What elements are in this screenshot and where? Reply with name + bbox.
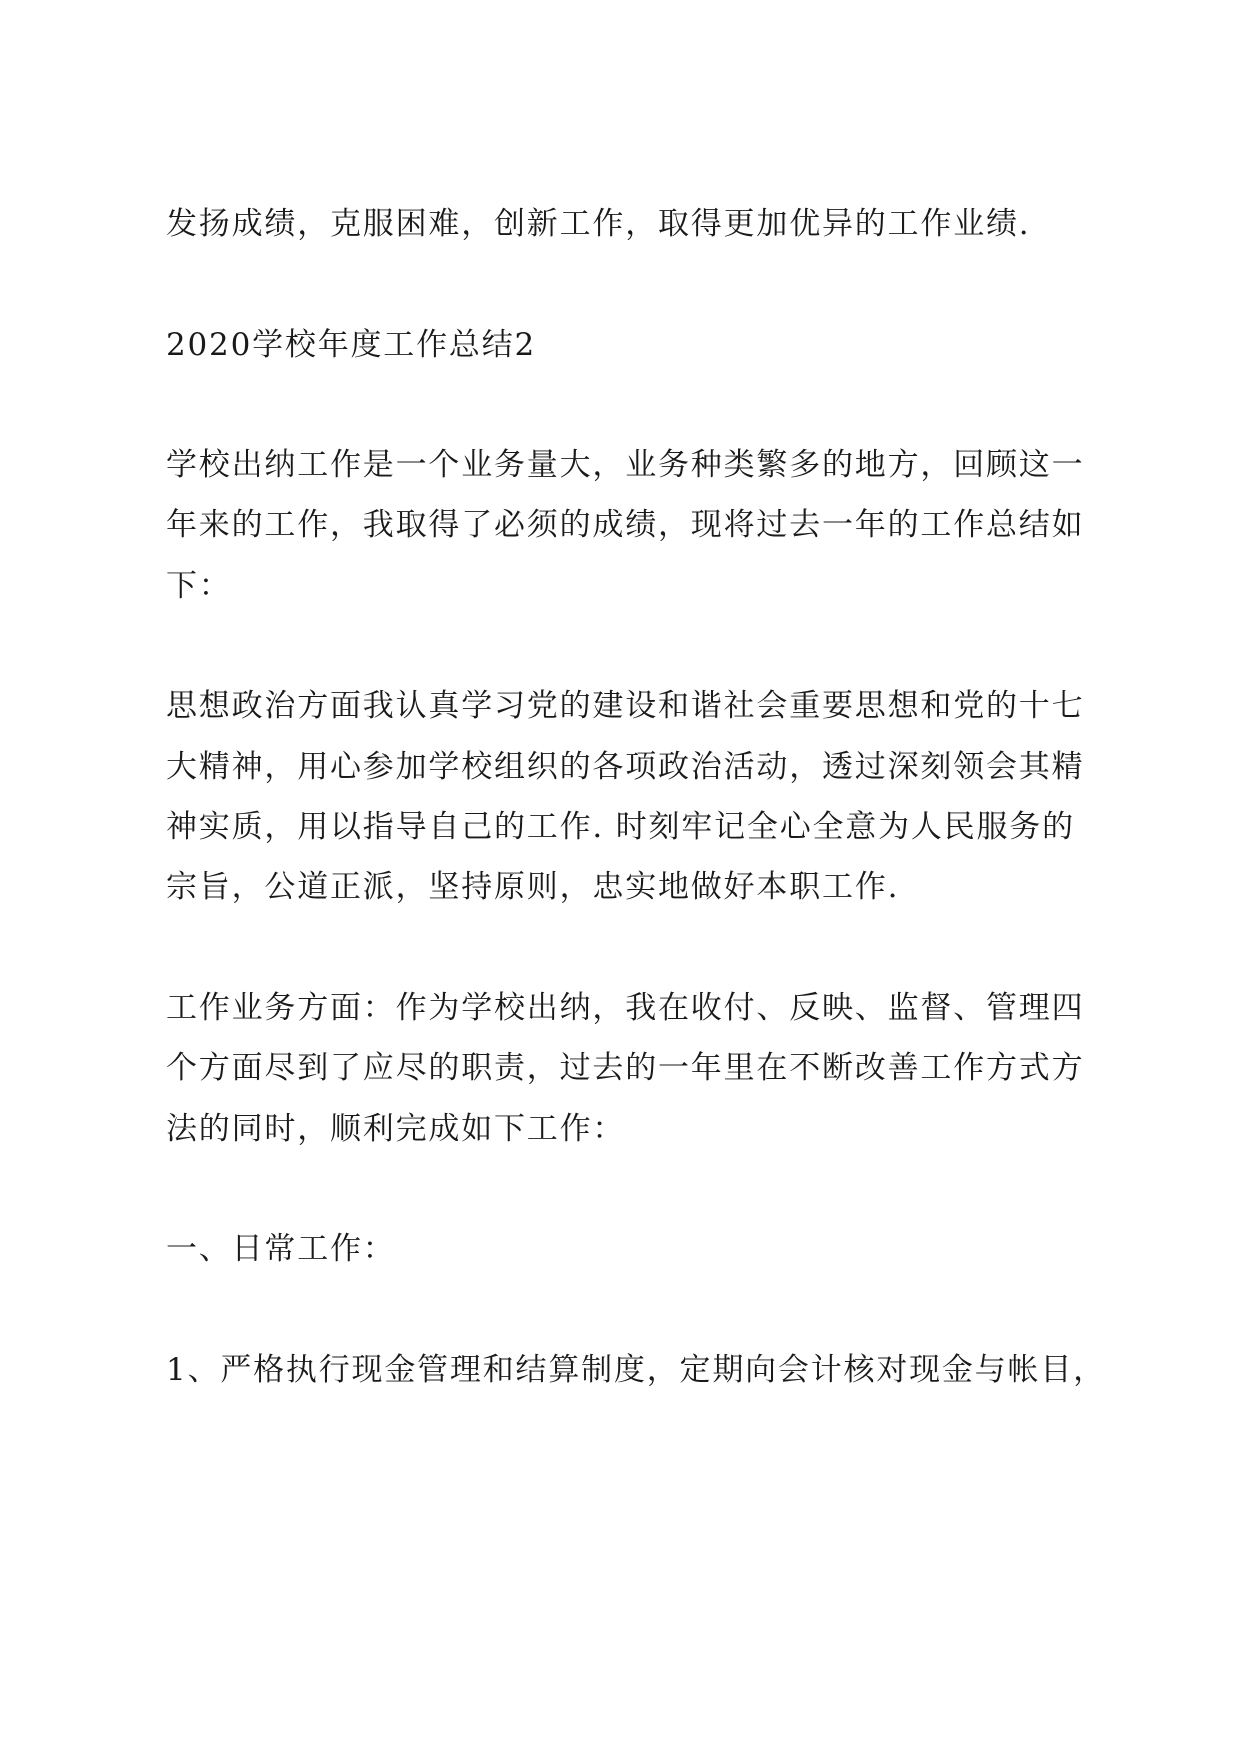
paragraph-line: 发扬成绩，克服困难，创新工作，取得更加优异的工作业绩. xyxy=(166,206,1031,242)
paragraph-line: 神实质，用以指导自己的工作. 时刻牢记全心全意为人民服务的 xyxy=(166,809,1075,845)
paragraph-line: 宗旨，公道正派，坚持原则，忠实地做好本职工作. xyxy=(166,869,900,905)
paragraph-line: 思想政治方面我认真学习党的建设和谐社会重要思想和党的十七 xyxy=(166,688,1085,724)
paragraph-line: 学校出纳工作是一个业务量大，业务种类繁多的地方，回顾这一 xyxy=(166,447,1085,483)
paragraph-line: 法的同时，顺利完成如下工作： xyxy=(166,1111,626,1147)
section-heading: 一、日常工作： xyxy=(166,1231,396,1267)
paragraph-line: 大精神，用心参加学校组织的各项政治活动，透过深刻领会其精 xyxy=(166,749,1085,785)
section-title: 2020学校年度工作总结2 xyxy=(166,327,537,363)
list-item: 1、严格执行现金管理和结算制度，定期向会计核对现金与帐目， xyxy=(166,1352,1106,1388)
paragraph-line: 年来的工作，我取得了必须的成绩，现将过去一年的工作总结如 xyxy=(166,507,1085,543)
paragraph-line: 个方面尽到了应尽的职责，过去的一年里在不断改善工作方式方 xyxy=(166,1050,1085,1086)
paragraph-line: 下： xyxy=(166,568,232,604)
paragraph-line: 工作业务方面：作为学校出纳，我在收付、反映、监督、管理四 xyxy=(166,990,1085,1026)
